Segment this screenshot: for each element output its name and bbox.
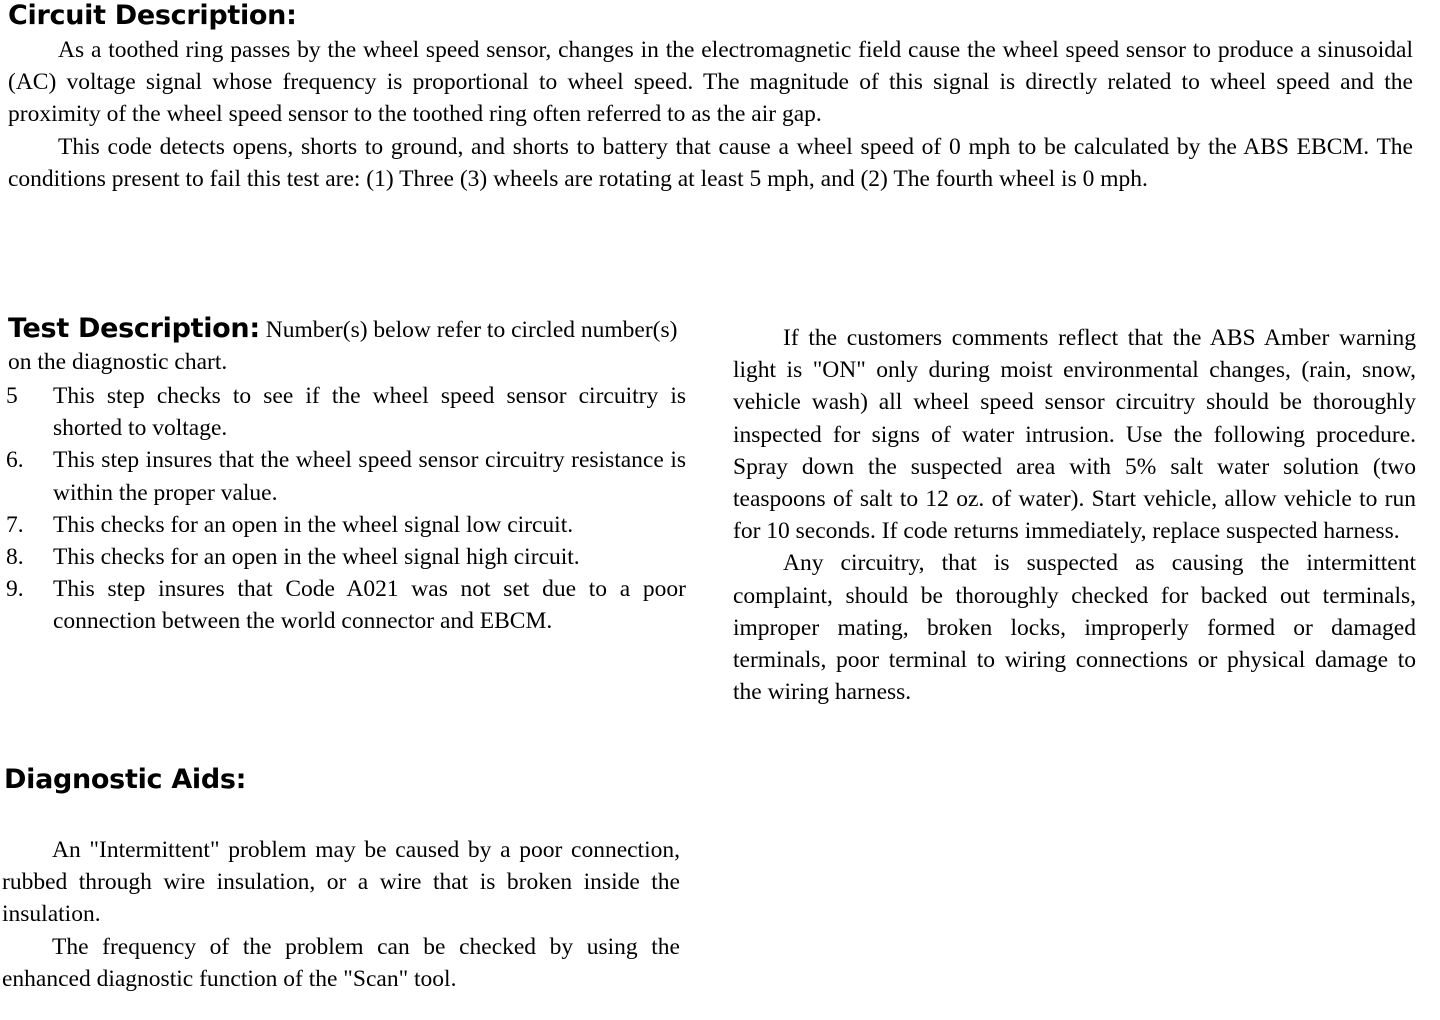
test-description-heading: Test Description:	[8, 313, 260, 344]
test-step-text: This step insures that Code A021 was not set due to a poor connection between the world connector and EBCM.	[53, 576, 686, 635]
test-description-intro-block	[8, 313, 688, 378]
test-step	[6, 573, 686, 637]
circuit-description-body	[8, 34, 1413, 195]
diagnostic-aids-paragraph: The frequency of the problem can be checked by using the enhanced diagnostic function of the "Scan" tool.	[2, 933, 680, 992]
moisture-procedure-paragraph: If the customers comments reflect that the ABS Amber warning light is "ON" only during moist environmental changes, (rain, snow, vehicle wash) all wheel speed sensor circuitry should be thoroughly inspected for signs of water intrusion. Use the following procedure. Spray down the suspected area with 5% salt water solution (two teaspoons of salt to 12 oz. of water). Start vehicle, allow vehicle to run for 10 seconds. If code returns immediately, replace suspected harness.	[733, 325, 1416, 545]
circuit-description-heading: Circuit Description:	[8, 0, 297, 31]
test-step-number: 6.	[6, 447, 24, 474]
test-step-number: 7.	[6, 511, 24, 538]
test-step	[6, 380, 686, 444]
test-step-text: This checks for an open in the wheel signal low circuit.	[53, 511, 574, 538]
test-steps-list	[6, 380, 686, 638]
test-step-text: This step insures that the wheel speed sensor circuitry resistance is within the proper value.	[53, 447, 686, 506]
circuit-description-paragraph: As a toothed ring passes by the wheel speed sensor, changes in the electromagnetic field cause the wheel speed sensor to produce a sinusoidal (AC) voltage signal whose frequency is proportional to wheel speed. The magnitude of this signal is directly related to wheel speed and the proximity of the wheel speed sensor to the toothed ring often referred to as the air gap.	[8, 37, 1413, 128]
diagnostic-aids-paragraph: An "Intermittent" problem may be caused by a poor connection, rubbed through wire insulation, or a wire that is broken inside the insulation.	[2, 837, 680, 928]
test-step-number: 9.	[6, 576, 24, 603]
test-step-number: 5	[6, 383, 18, 409]
right-column	[733, 322, 1416, 708]
intermittent-check-paragraph: Any circuitry, that is suspected as causing the intermittent complaint, should be thoroughly checked for backed out terminals, improper mating, broken locks, improperly formed or damaged terminals, poor terminal to wiring connections or physical damage to the wiring harness.	[733, 550, 1416, 706]
test-step-number: 8.	[6, 544, 24, 571]
test-description-intro: Number(s) below refer to circled number(s) on the diagnostic chart.	[8, 317, 678, 376]
test-step	[6, 509, 686, 541]
diagnostic-aids-heading: Diagnostic Aids:	[4, 764, 247, 795]
test-step	[6, 541, 686, 573]
diagnostic-aids-body	[2, 834, 680, 995]
test-step-text: This step checks to see if the wheel speed sensor circuitry is shorted to voltage.	[53, 383, 686, 442]
circuit-description-paragraph: This code detects opens, shorts to ground, and shorts to battery that cause a wheel speed of 0 mph to be calculated by the ABS EBCM. The conditions present to fail this test are: (1) Three (3) wheels are rotating at least 5 mph, and (2) The fourth wheel is 0 mph.	[8, 133, 1413, 192]
test-step-text: This checks for an open in the wheel signal high circuit.	[53, 544, 580, 571]
test-step	[6, 444, 686, 508]
